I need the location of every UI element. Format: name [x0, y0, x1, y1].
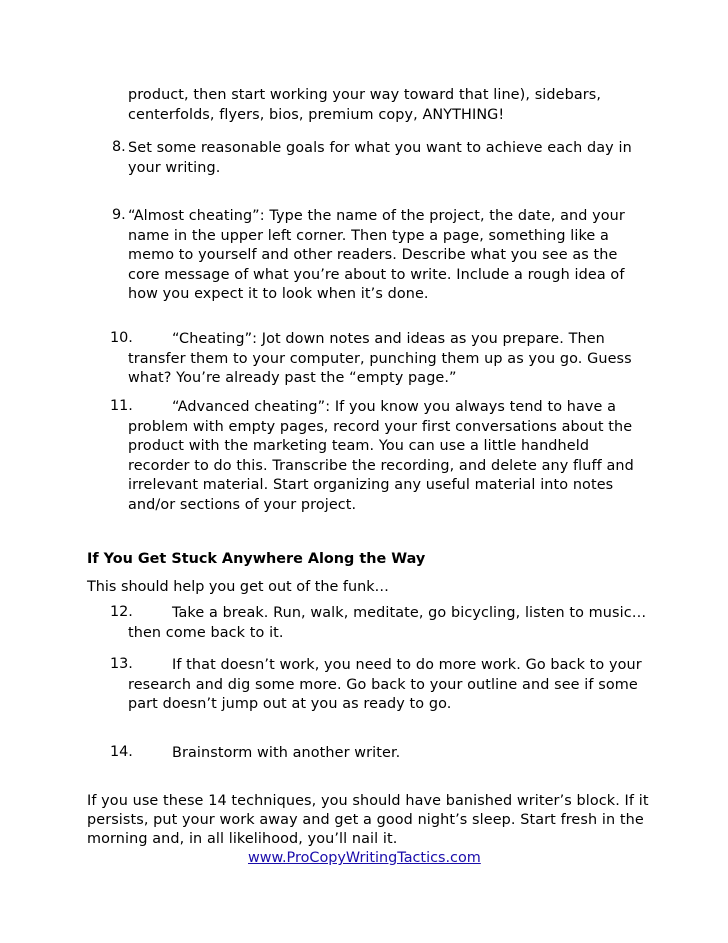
- list-item: [128, 207, 625, 305]
- list-item: [128, 604, 646, 643]
- text-line: If that doesn’t work, you need to do more work. Go back to your: [172, 657, 642, 673]
- text-line: centerfolds, flyers, bios, premium copy, ANYTHING!: [128, 106, 505, 123]
- text-line: and/or sections of your project.: [128, 496, 357, 513]
- closing-paragraph: [87, 792, 649, 850]
- text-line: product with the marketing team. You can use a little handheld: [128, 438, 590, 455]
- text-line: your writing.: [128, 159, 221, 176]
- list-item: [128, 656, 642, 715]
- list-item-number: 10.: [110, 330, 133, 346]
- list-item-number: 9.: [112, 207, 126, 223]
- list-item-number: 14.: [110, 744, 133, 760]
- list-item-number: 11.: [110, 398, 133, 414]
- list-item: [128, 398, 634, 516]
- text-line: “Almost cheating”: Type the name of the project, the date, and your: [128, 208, 625, 224]
- text-line: memo to yourself and other readers. Describe what you see as the: [128, 247, 618, 264]
- text-line: If you use these 14 techniques, you should have banished writer’s block. If it: [87, 793, 649, 809]
- text-line: problem with empty pages, record your first conversations about the: [128, 418, 633, 435]
- text-line: part doesn’t jump out at you as ready to go.: [128, 696, 452, 713]
- text-line: what? You’re already past the “empty page.”: [128, 370, 457, 387]
- list-item-number: 13.: [110, 656, 133, 672]
- section-intro: This should help you get out of the funk…: [87, 579, 389, 595]
- text-line: research and dig some more. Go back to your outline and see if some: [128, 676, 638, 693]
- text-line: Brainstorm with another writer.: [172, 745, 401, 761]
- text-line: product, then start working your way toward that line), sidebars,: [128, 87, 602, 103]
- section-heading: If You Get Stuck Anywhere Along the Way: [87, 551, 426, 567]
- text-line: then come back to it.: [128, 624, 284, 641]
- text-line: “Advanced cheating”: If you know you always tend to have a: [172, 399, 617, 415]
- text-line: Set some reasonable goals for what you want to achieve each day in: [128, 140, 632, 156]
- list-item: [128, 744, 400, 764]
- text-line: “Cheating”: Jot down notes and ideas as you prepare. Then: [172, 331, 605, 347]
- list-item-number: 8.: [112, 139, 126, 155]
- list-item: [128, 139, 632, 178]
- text-line: transfer them to your computer, punching them up as you go. Guess: [128, 350, 632, 367]
- text-line: Take a break. Run, walk, meditate, go bicycling, listen to music…: [172, 605, 647, 621]
- text-line: morning and, in all likelihood, you’ll nail it.: [87, 831, 398, 848]
- text-line: irrelevant material. Start organizing any useful material into notes: [128, 477, 614, 494]
- text-line: how you expect it to look when it’s done.: [128, 286, 429, 303]
- text-line: core message of what you’re about to write. Include a rough idea of: [128, 266, 625, 283]
- text-line: name in the upper left corner. Then type a page, something like a: [128, 227, 609, 244]
- intro-paragraph: [128, 86, 601, 125]
- footer-link[interactable]: www.ProCopyWritingTactics.com: [248, 850, 481, 866]
- text-line: persists, put your work away and get a good night’s sleep. Start fresh in the: [87, 812, 644, 829]
- list-item-number: 12.: [110, 604, 133, 620]
- text-line: recorder to do this. Transcribe the recording, and delete any fluff and: [128, 457, 634, 474]
- list-item: [128, 330, 632, 389]
